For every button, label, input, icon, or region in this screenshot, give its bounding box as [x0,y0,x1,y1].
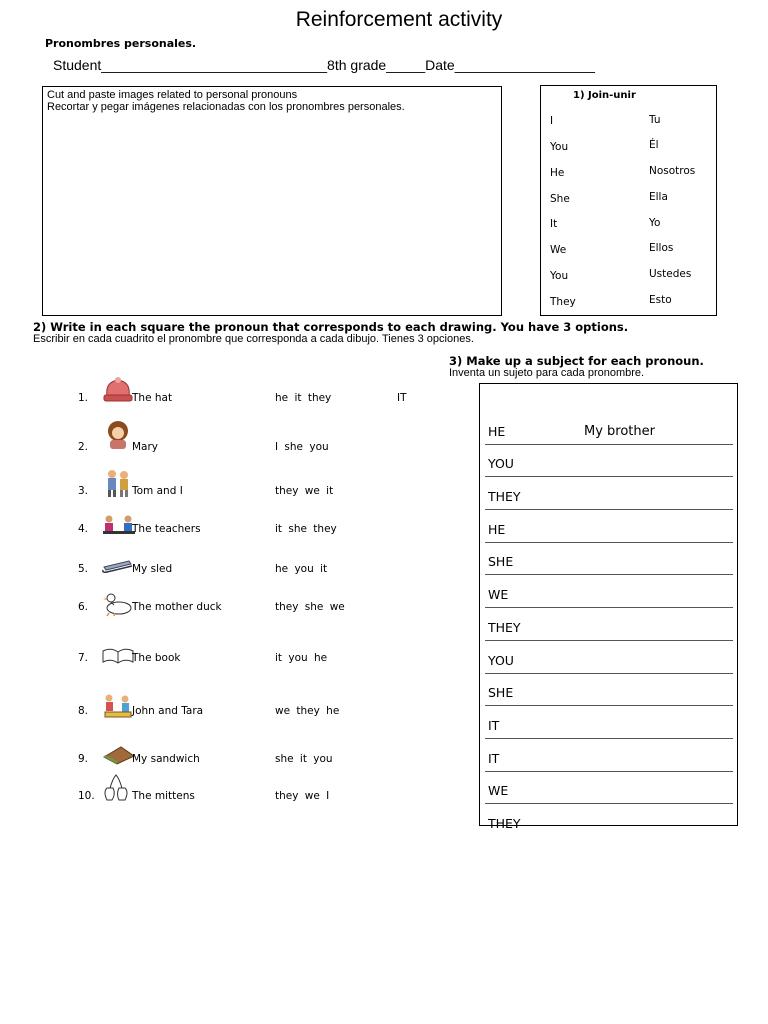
item-label: My sled [132,563,173,575]
subject-answer[interactable]: My brother [584,423,655,439]
page-title: Reinforcement activity [295,8,503,31]
cut-paste-box [42,86,502,316]
student-info-line: Student_____________________________8th grade_____Date__________________ [53,57,595,73]
item-number: 6. [78,601,89,613]
pronoun-label: SHE [488,554,514,570]
pronoun-item [0,523,440,553]
pronoun-item [0,753,440,783]
join-right-item: Ella [649,191,668,203]
item-options: they we it [275,485,334,497]
item-label: The mother duck [132,601,222,613]
item-options: they she we [275,601,345,613]
subject-row [480,543,731,576]
cut-paste-instruction-es: Recortar y pegar imágenes relacionadas con los pronombres personales. [47,101,405,113]
item-number: 8. [78,705,89,717]
pronoun-label: IT [488,750,500,766]
pronoun-label: THEY [488,816,521,832]
item-label: The hat [132,392,173,404]
item-label: The teachers [132,523,201,535]
item-number: 9. [78,753,89,765]
pronoun-item [0,485,440,515]
pronoun-item [0,705,440,735]
join-right-item: Yo [649,217,661,229]
pronoun-label: HE [488,521,506,537]
pronoun-label: YOU [488,652,514,668]
item-number: 4. [78,523,89,535]
item-number: 2. [78,441,89,453]
pronoun-label: WE [488,783,509,799]
item-options: it she they [275,523,337,535]
section2-instruction-en: 2) Write in each square the pronoun that corresponds to each drawing. You have 3 options. [33,320,629,334]
item-label: John and Tara [132,705,204,717]
item-options: she it you [275,753,333,765]
join-left-item: We [550,244,567,256]
pronoun-item [0,563,440,593]
item-number: 5. [78,563,89,575]
subject-row [480,674,731,707]
item-options: we they he [275,705,340,717]
subject-row [480,739,731,772]
subject-row [480,706,731,739]
join-left-item: They [550,296,576,308]
pronoun-item [0,392,440,422]
item-options: he it they [275,392,332,404]
cut-paste-instruction-en: Cut and paste images related to personal pronouns [47,89,298,101]
section3-instruction-en: 3) Make up a subject for each pronoun. [449,354,704,368]
join-left-item: She [550,193,570,205]
item-options: they we I [275,790,330,802]
join-left-item: He [550,167,565,179]
pronoun-label: YOU [488,456,514,472]
section2-instruction-es: Escribir en cada cuadrito el pronombre que corresponda a cada dibujo. Tienes 3 opciones. [33,333,474,345]
item-number: 1. [78,392,89,404]
join-right-item: Tu [649,114,661,126]
pronoun-item [0,790,440,820]
pronoun-label: THEY [488,619,521,635]
subject-row [480,412,731,445]
subject-row [480,772,731,805]
join-right-item: Él [649,139,659,151]
pronoun-label: HE [488,423,506,439]
item-answer[interactable]: IT [397,392,407,404]
pronoun-item [0,441,440,471]
join-right-item: Ellos [649,242,674,254]
subject-row [480,477,731,510]
page-subtitle: Pronombres personales. [45,37,197,50]
pronoun-item [0,652,440,682]
pronoun-label: IT [488,717,500,733]
pronoun-item [0,601,440,631]
join-right-item: Esto [649,294,672,306]
section3-instruction-es: Inventa un sujeto para cada pronombre. [449,367,645,379]
item-options: he you it [275,563,328,575]
join-left-item: It [550,218,558,230]
item-number: 7. [78,652,89,664]
join-left-item: I [550,115,554,127]
join-left-item: You [550,141,569,153]
item-number: 3. [78,485,89,497]
subject-table [479,383,738,832]
item-label: Tom and I [132,485,183,497]
subject-row [480,510,731,543]
pronoun-label: WE [488,587,509,603]
subject-row [480,804,731,837]
join-right-item: Nosotros [649,165,696,177]
pronoun-label: THEY [488,489,521,505]
join-box [540,85,717,316]
join-right-item: Ustedes [649,268,692,280]
subject-row [480,576,731,609]
item-options: I she you [275,441,329,453]
subject-row [480,608,731,641]
item-label: The mittens [132,790,195,802]
join-left-item: You [550,270,569,282]
item-number: 10. [78,790,95,802]
subject-row [480,641,731,674]
item-label: Mary [132,441,159,453]
subject-row [480,445,731,478]
item-label: My sandwich [132,753,200,765]
item-label: The book [132,652,181,664]
item-options: it you he [275,652,328,664]
join-heading: 1) Join-unir [573,90,636,101]
pronoun-label: SHE [488,685,514,701]
